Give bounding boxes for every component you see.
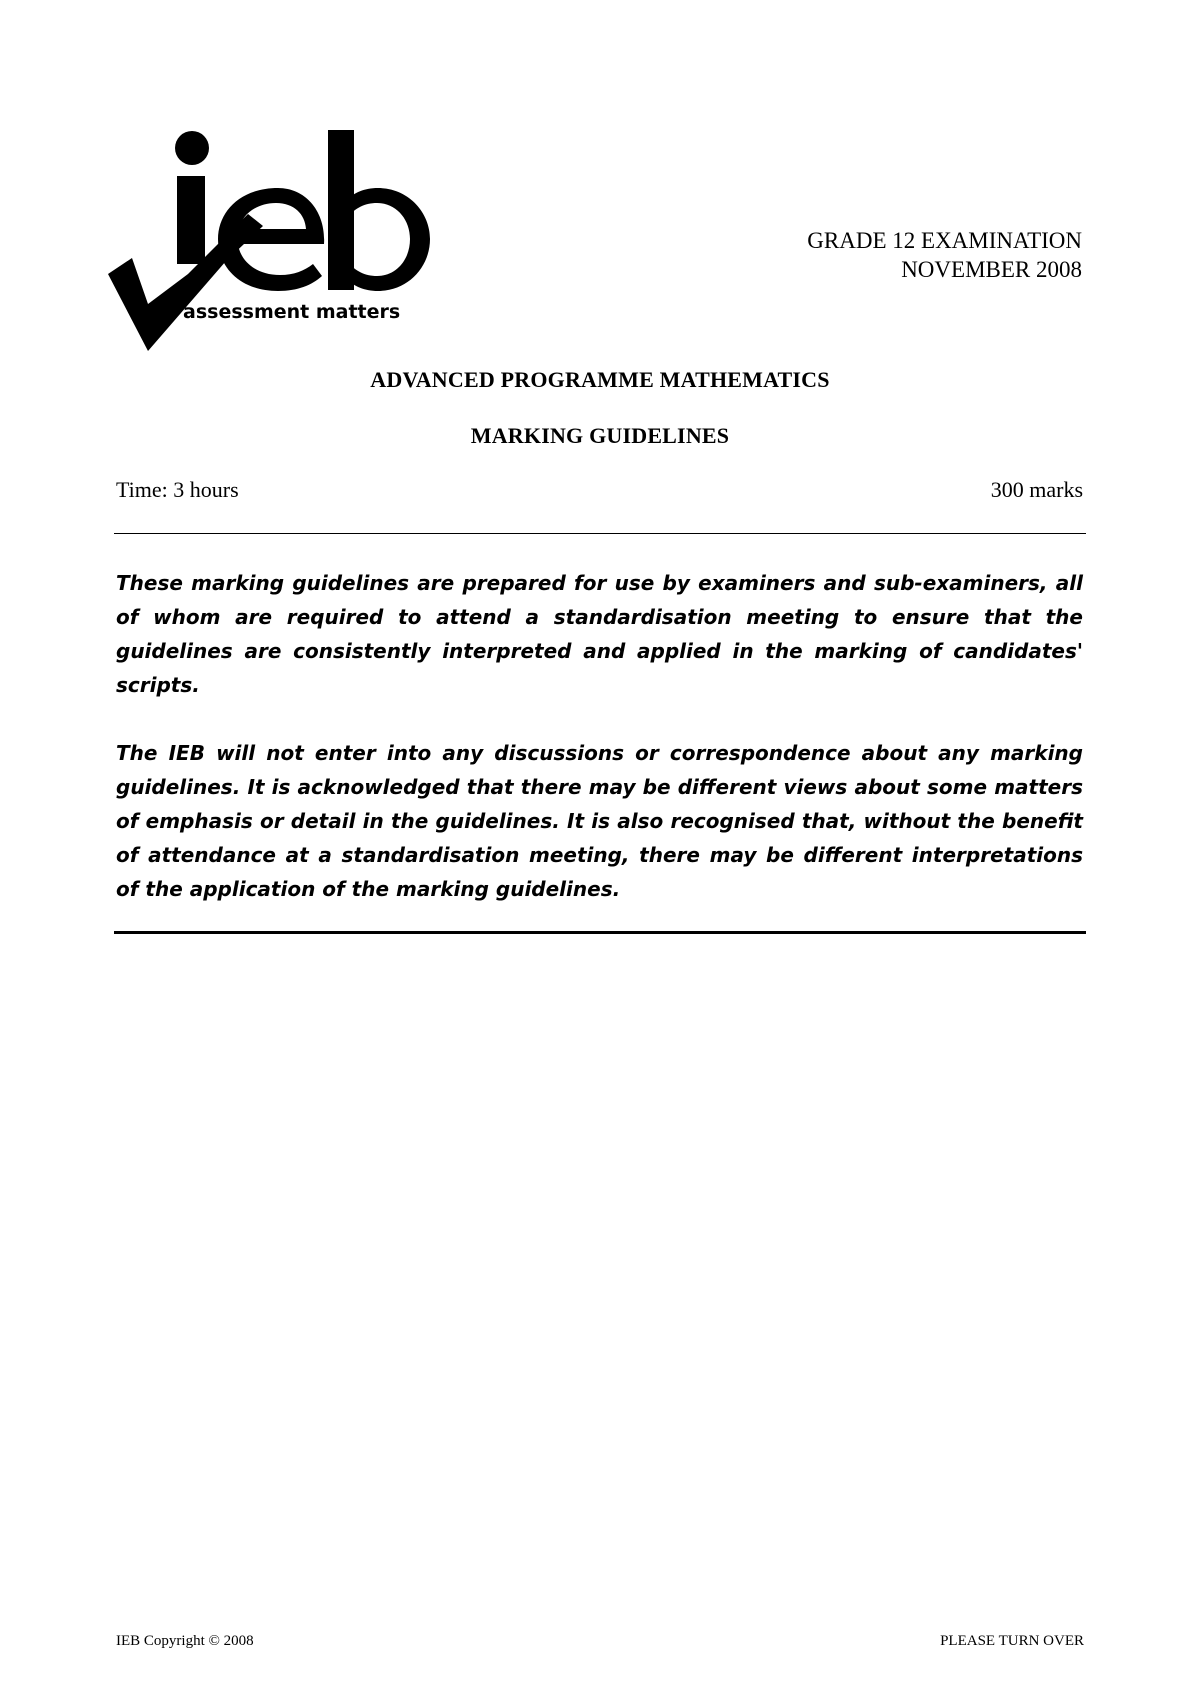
exam-marks: 300 marks	[990, 477, 1083, 502]
ieb-logo	[108, 126, 448, 351]
notice-paragraph-usage: These marking guidelines are prepared for use by examiners and sub-examiners, all of whom are required to attend a standardisation meeting to ensure that the guidelines are consistently interpreted and applied in the marking of candidates' scripts.	[116, 571, 1083, 697]
exam-time: Time: 3 hours	[116, 477, 239, 502]
exam-header	[807, 226, 1082, 284]
divider-top	[114, 533, 1086, 534]
footer-turn-over: PLEASE TURN OVER	[940, 1633, 1084, 1649]
divider-bottom	[114, 931, 1086, 934]
notice-paragraph-disclaimer: The IEB will not enter into any discussions or correspondence about any marking guidelines. It is acknowledged that there may be different views about some matters of emphasis or detail in the guidelines. It is also recognised that, without the benefit of attendance at a standardisation meeting, there may be different interpretations of the application of the marking guidelines.	[116, 741, 1083, 901]
exam-grade: GRADE 12 EXAMINATION	[807, 228, 1082, 253]
exam-session: NOVEMBER 2008	[901, 257, 1082, 282]
subject-title: ADVANCED PROGRAMME MATHEMATICS	[370, 367, 830, 392]
logo-tagline: assessment matters	[183, 301, 401, 323]
footer-copyright: IEB Copyright © 2008	[116, 1633, 254, 1649]
document-title: MARKING GUIDELINES	[470, 423, 730, 448]
exam-meta	[116, 477, 1083, 503]
